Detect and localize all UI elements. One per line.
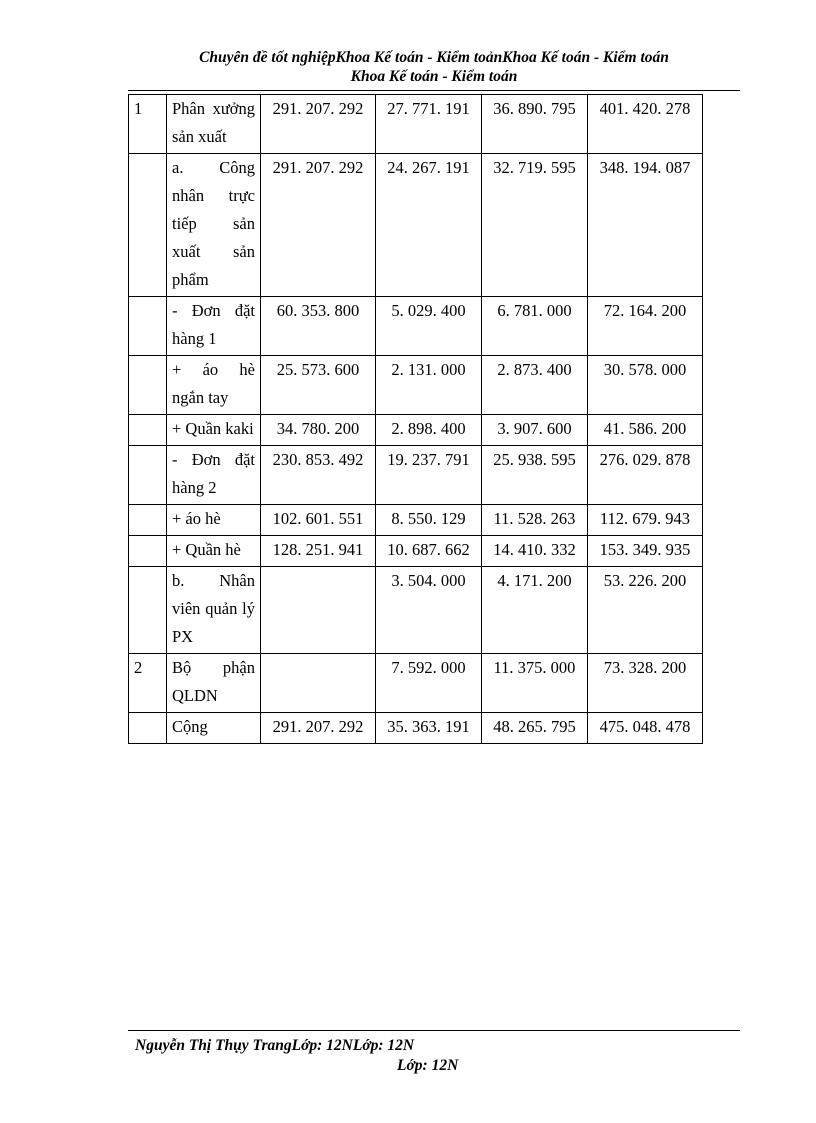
row-label-cell: Phân xưởng sản xuất [167, 95, 261, 154]
header-divider [128, 90, 740, 91]
row-number-cell [129, 446, 167, 505]
amount-cell-col-1: 291. 207. 292 [261, 154, 376, 297]
table-row [129, 356, 703, 415]
row-number-cell [129, 356, 167, 415]
row-number-cell [129, 297, 167, 356]
table-row [129, 95, 703, 154]
amount-cell-col-3: 11. 528. 263 [482, 505, 588, 536]
amount-cell-col-4: 73. 328. 200 [588, 654, 703, 713]
row-label-cell: Bộ phận QLDN [167, 654, 261, 713]
amount-cell-col-4: 276. 029. 878 [588, 446, 703, 505]
footer-class-line: Lớp: 12N [397, 1057, 459, 1074]
row-label-cell: + áo hè [167, 505, 261, 536]
amount-cell-col-1: 60. 353. 800 [261, 297, 376, 356]
amount-cell-col-4: 72. 164. 200 [588, 297, 703, 356]
amount-cell-col-3: 48. 265. 795 [482, 713, 588, 744]
amount-cell-col-2: 10. 687. 662 [376, 536, 482, 567]
amount-cell-col-4: 153. 349. 935 [588, 536, 703, 567]
row-label-cell: Cộng [167, 713, 261, 744]
amount-cell-col-2: 5. 029. 400 [376, 297, 482, 356]
row-label-cell: + áo hè ngắn tay [167, 356, 261, 415]
footer-author-line: Nguyễn Thị Thụy TrangLớp: 12NLớp: 12N [135, 1037, 415, 1054]
amount-cell-col-1: 128. 251. 941 [261, 536, 376, 567]
table-row [129, 415, 703, 446]
row-number-cell: 1 [129, 95, 167, 154]
amount-cell-col-1: 34. 780. 200 [261, 415, 376, 446]
header-title-line-1: Chuyên đề tốt nghiệpKhoa Kế toán - Kiểm toảnKhoa Kế toán - Kiểm toán [199, 49, 669, 66]
row-number-cell [129, 567, 167, 654]
amount-cell-col-3: 11. 375. 000 [482, 654, 588, 713]
header-title-line-2: Khoa Kế toán - Kiểm toán [350, 68, 518, 85]
row-number-cell: 2 [129, 654, 167, 713]
amount-cell-col-2: 2. 898. 400 [376, 415, 482, 446]
amount-cell-col-3: 32. 719. 595 [482, 154, 588, 297]
row-number-cell [129, 505, 167, 536]
row-number-cell [129, 536, 167, 567]
table-row [129, 154, 703, 297]
page-footer [135, 1036, 458, 1076]
amount-cell-col-3: 14. 410. 332 [482, 536, 588, 567]
amount-cell-col-1: 102. 601. 551 [261, 505, 376, 536]
footer-divider [128, 1030, 740, 1031]
amount-cell-col-4: 53. 226. 200 [588, 567, 703, 654]
amount-cell-col-3: 6. 781. 000 [482, 297, 588, 356]
table-row [129, 505, 703, 536]
row-number-cell [129, 713, 167, 744]
row-label-cell: a. Công nhân trực tiếp sản xuất sản phẩm [167, 154, 261, 297]
row-label-cell: - Đơn đặt hàng 2 [167, 446, 261, 505]
cost-allocation-table [128, 94, 703, 744]
amount-cell-col-2: 35. 363. 191 [376, 713, 482, 744]
amount-cell-col-2: 2. 131. 000 [376, 356, 482, 415]
amount-cell-col-4: 475. 048. 478 [588, 713, 703, 744]
amount-cell-col-1 [261, 654, 376, 713]
row-label-cell: - Đơn đặt hàng 1 [167, 297, 261, 356]
amount-cell-col-3: 25. 938. 595 [482, 446, 588, 505]
table-row [129, 446, 703, 505]
table-row [129, 536, 703, 567]
amount-cell-col-2: 7. 592. 000 [376, 654, 482, 713]
row-number-cell [129, 154, 167, 297]
row-number-cell [129, 415, 167, 446]
table-row [129, 567, 703, 654]
amount-cell-col-2: 27. 771. 191 [376, 95, 482, 154]
amount-cell-col-2: 24. 267. 191 [376, 154, 482, 297]
amount-cell-col-1: 230. 853. 492 [261, 446, 376, 505]
table-row [129, 713, 703, 744]
amount-cell-col-1: 291. 207. 292 [261, 95, 376, 154]
amount-cell-col-1: 25. 573. 600 [261, 356, 376, 415]
table-body [129, 95, 703, 744]
amount-cell-col-4: 30. 578. 000 [588, 356, 703, 415]
amount-cell-col-2: 8. 550. 129 [376, 505, 482, 536]
page-header [128, 48, 740, 86]
amount-cell-col-2: 19. 237. 791 [376, 446, 482, 505]
row-label-cell: + Quần hè [167, 536, 261, 567]
amount-cell-col-2: 3. 504. 000 [376, 567, 482, 654]
amount-cell-col-4: 348. 194. 087 [588, 154, 703, 297]
row-label-cell: b. Nhân viên quản lý PX [167, 567, 261, 654]
amount-cell-col-4: 401. 420. 278 [588, 95, 703, 154]
amount-cell-col-3: 3. 907. 600 [482, 415, 588, 446]
row-label-cell: + Quần kaki [167, 415, 261, 446]
amount-cell-col-4: 112. 679. 943 [588, 505, 703, 536]
amount-cell-col-3: 36. 890. 795 [482, 95, 588, 154]
table-row [129, 654, 703, 713]
amount-cell-col-1 [261, 567, 376, 654]
amount-cell-col-4: 41. 586. 200 [588, 415, 703, 446]
amount-cell-col-3: 4. 171. 200 [482, 567, 588, 654]
amount-cell-col-3: 2. 873. 400 [482, 356, 588, 415]
table-row [129, 297, 703, 356]
amount-cell-col-1: 291. 207. 292 [261, 713, 376, 744]
